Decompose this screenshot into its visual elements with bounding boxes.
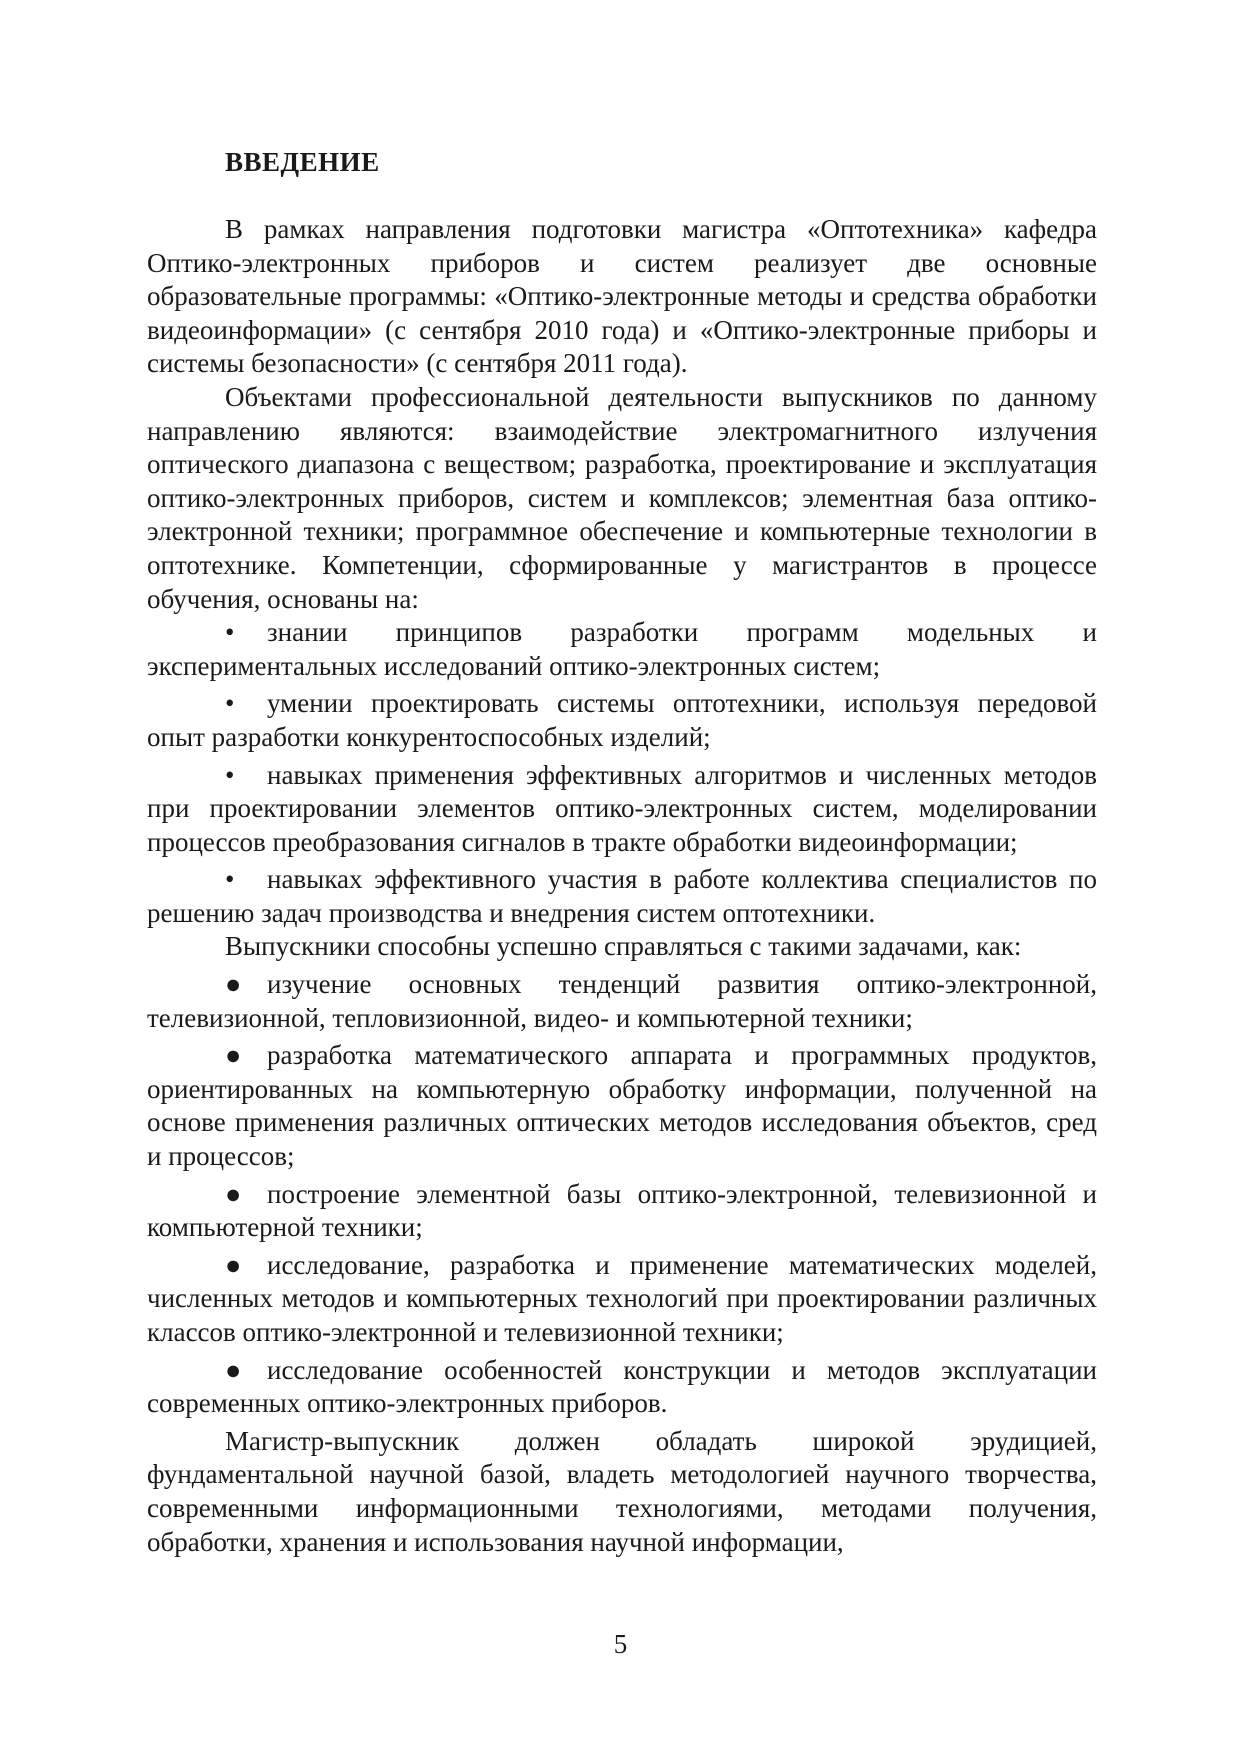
competency-text: навыках эффективного участия в работе коллектива специалистов по решению задач производства и внедрения систем оптотехники. xyxy=(147,864,1097,928)
task-text: разработка математического аппарата и программных продуктов, ориентированных на компьютерную обработку информации, полученной на основе применения различных оптических методов исследования объектов, сред и процессов; xyxy=(147,1040,1097,1172)
bullet-marker: ● xyxy=(225,1249,242,1280)
tasks-intro-paragraph: Выпускники способны успешно справляться с такими задачами, как: xyxy=(225,931,1022,962)
task-item xyxy=(147,1039,1097,1173)
page-number: 5 xyxy=(613,1629,628,1659)
bullet-marker: • xyxy=(225,864,235,895)
bullet-marker: ● xyxy=(225,969,242,1000)
intro-paragraph: В рамках направления подготовки магистра «Оптотехника» кафедра Оптико-электронных приборов и систем реализует две основные образовательные программы: «Оптико-электронные методы и средства обработки видеоинформации» (с сентября 2010 года) и «Оптико-электронные приборы и системы безопасности» (с сентября 2011 года). xyxy=(147,214,1097,379)
task-item xyxy=(147,1178,1097,1245)
competency-item xyxy=(147,863,1097,930)
bullet-marker: ● xyxy=(225,1354,242,1385)
task-text: построение элементной базы оптико-электронной, телевизионной и компьютерной техники; xyxy=(147,1178,1097,1243)
task-text: исследование, разработка и применение математических моделей, численных методов и компьютерных технологий при проектировании различных классов оптико-электронной и телевизионной техники; xyxy=(147,1249,1097,1347)
competency-item xyxy=(147,616,1097,683)
competency-item xyxy=(147,759,1097,860)
task-item xyxy=(147,1354,1097,1421)
competency-text: навыках применения эффективных алгоритмов и численных методов при проектировании элементов оптико-электронных систем, моделировании процессов преобразования сигналов в тракте обработки видеоинформации; xyxy=(147,759,1097,857)
bullet-marker: ● xyxy=(225,1040,242,1071)
task-item xyxy=(147,968,1097,1035)
graduate-paragraph: Магистр-выпускник должен обладать широкой эрудицией, фундаментальной научной базой, владеть методологией научного творчества, современными информационными технологиями, методами получения, обработки, хранения и использования научной информации, xyxy=(147,1425,1097,1557)
competency-text: знании принципов разработки программ модельных и экспериментальных исследований оптико-электронных систем; xyxy=(147,617,1097,681)
page-content xyxy=(147,146,1097,1559)
objects-paragraph: Объектами профессиональной деятельности выпускников по данному направлению являются: взаимодействие электромагнитного излучения оптического диапазона с веществом; разработка, проектирование и эксплуатация оптико-электронных приборов, систем и комплексов; элементная база оптико-электронной техники; программное обеспечение и компьютерные технологии в оптотехнике. Компетенции, сформированные у магистрантов в процессе обучения, основаны на: xyxy=(147,381,1097,614)
task-text: исследование особенностей конструкции и методов эксплуатации современных оптико-электронных приборов. xyxy=(147,1354,1097,1419)
competency-item xyxy=(147,687,1097,754)
competency-text: умении проектировать системы оптотехники, используя передовой опыт разработки конкурентоспособных изделий; xyxy=(147,688,1097,752)
bullet-marker: • xyxy=(225,759,235,790)
bullet-marker: • xyxy=(225,688,235,719)
task-item xyxy=(147,1249,1097,1350)
bullet-marker: ● xyxy=(225,1178,242,1209)
section-heading: ВВЕДЕНИЕ xyxy=(225,147,380,177)
task-text: изучение основных тенденций развития оптико-электронной, телевизионной, тепловизионной, видео- и компьютерной техники; xyxy=(147,969,1097,1033)
bullet-marker: • xyxy=(225,617,235,648)
